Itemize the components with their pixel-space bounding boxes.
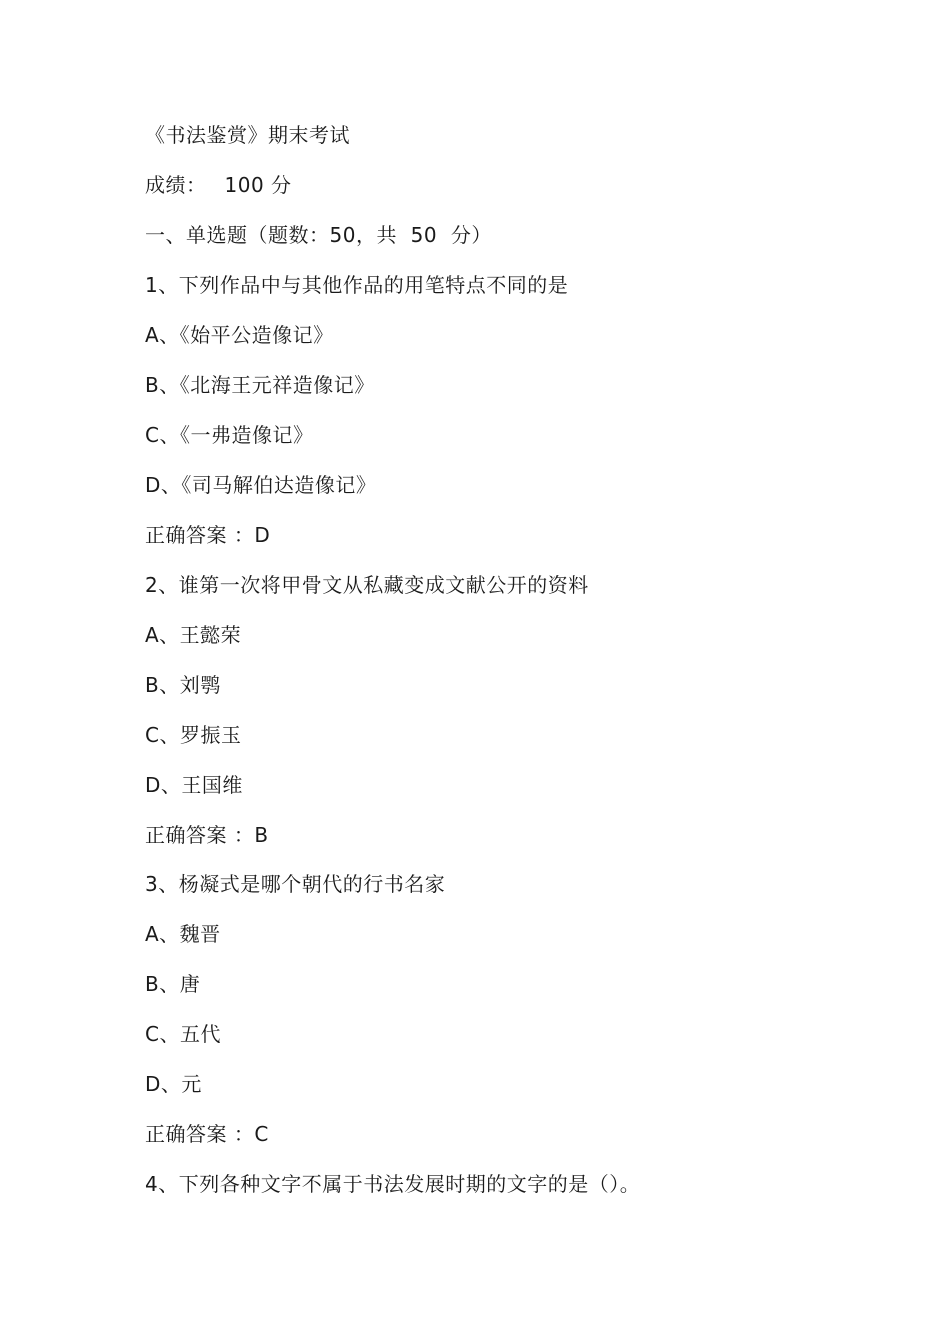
option-a: A、魏晋 xyxy=(145,922,221,946)
score-label: 成绩： xyxy=(145,173,207,197)
option-b: B、《北海王元祥造像记》 xyxy=(145,373,375,397)
page-title: 《书法鉴赏》期末考试 xyxy=(145,123,350,147)
option-b: B、唐 xyxy=(145,972,201,996)
option-a: A、王懿荣 xyxy=(145,623,242,647)
correct-answer: 正确答案 ：D xyxy=(145,523,271,547)
option-a: A、《始平公造像记》 xyxy=(145,323,334,347)
option-d: D、《司马解伯达造像记》 xyxy=(145,473,377,497)
option-d: D、王国维 xyxy=(145,773,243,797)
option-c: C、罗振玉 xyxy=(145,723,242,747)
correct-answer: 正确答案 ：B xyxy=(145,823,269,847)
option-c: C、五代 xyxy=(145,1022,221,1046)
section-heading: 一、单选题（题数：50，共 50 分） xyxy=(145,223,492,247)
question-stem: 3、杨凝式是哪个朝代的行书名家 xyxy=(145,872,446,896)
question-stem: 4、下列各种文字不属于书法发展时期的文字的是（）。 xyxy=(145,1172,641,1196)
question-stem: 2、谁第一次将甲骨文从私藏变成文献公开的资料 xyxy=(145,573,589,597)
question-stem: 1、下列作品中与其他作品的用笔特点不同的是 xyxy=(145,273,569,297)
score-value: 100 分 xyxy=(224,173,292,197)
option-c: C、《一弗造像记》 xyxy=(145,423,314,447)
correct-answer: 正确答案 ：C xyxy=(145,1122,269,1146)
score-line xyxy=(145,171,292,199)
option-d: D、元 xyxy=(145,1072,202,1096)
option-b: B、刘鹗 xyxy=(145,673,221,697)
